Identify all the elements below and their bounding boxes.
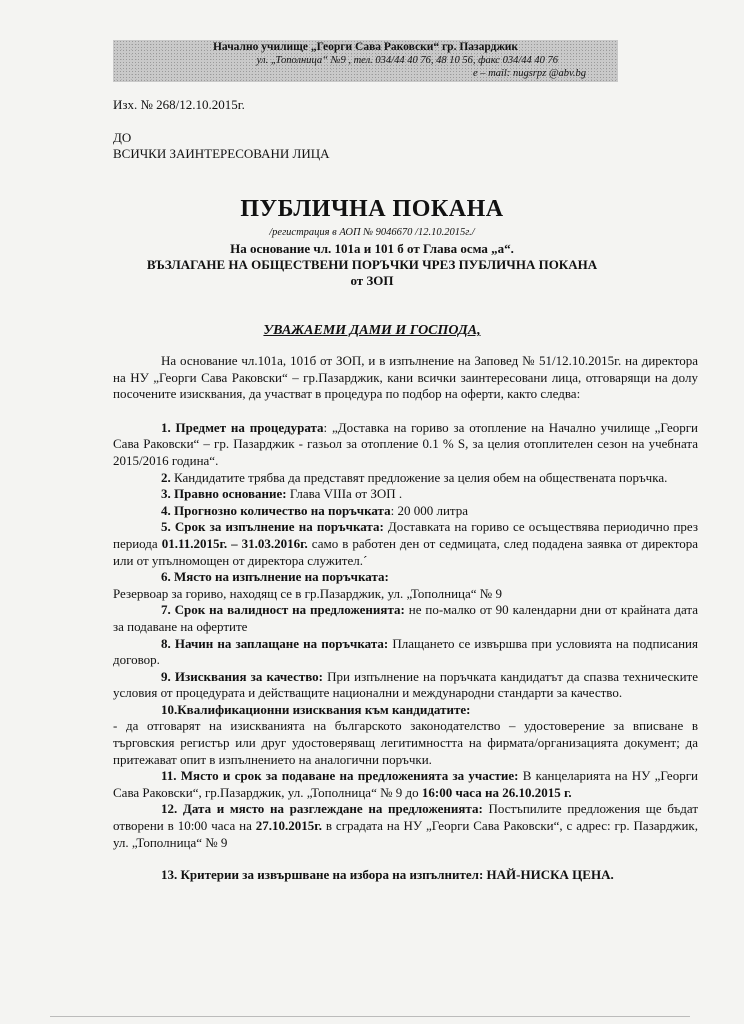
- item-12-label: 12. Дата и място на разглеждане на предложенията:: [161, 801, 483, 817]
- item-2-text: Кандидатите трябва да представят предложение за целия обем на обществената поръчка.: [170, 469, 668, 485]
- item-5: [113, 519, 698, 569]
- item-5-text-b: само в работен ден от седмицата, след подадена заявка от директора или от упълномощен от директора служител.´: [113, 535, 698, 568]
- item-13-label: 13. Критерии за извършване на избора на изпълнител: НАЙ-НИСКА ЦЕНА.: [161, 867, 614, 883]
- item-4-text: : 20 000 литра: [390, 502, 469, 518]
- school-address: ул. „Тополница“ №9 , тел. 034/44 40 76, 48 10 56, факс 034/44 40 76: [256, 55, 558, 66]
- item-12-text-b: в сградата на НУ „Георги Сава Раковски“, с адрес: гр. Пазарджик, ул. „Тополница“ № 9: [113, 818, 698, 850]
- item-11: [113, 768, 698, 801]
- item-2: [113, 470, 698, 487]
- item-6: [113, 569, 698, 586]
- item-5-text-a: Доставката на гориво се осъществява периодично през периода: [113, 519, 698, 551]
- item-3: [113, 486, 698, 503]
- item-6-label: 6. Място на изпълнение на поръчката:: [161, 569, 389, 585]
- item-11-text: В канцеларията на НУ „Георги Сава Раковски“, гр.Пазарджик, ул. „Тополница“ № 9 до: [113, 768, 698, 800]
- item-11-label: 11. Място и срок за подаване на предложенията за участие:: [161, 768, 519, 784]
- item-8-text: Плащането се извършва при условията на подписания договор.: [113, 635, 698, 668]
- item-6-text: Резервоар за гориво, находящ се в гр.Пазарджик, ул. „Тополница“ № 9: [113, 585, 502, 601]
- item-10: [113, 702, 698, 719]
- item-3-text: Глава VIIIа от ЗОП .: [286, 486, 403, 502]
- item-5-label: 5. Срок за изпълнение на поръчката:: [161, 519, 384, 535]
- item-7-label: 7. Срок на валидност на предложенията:: [161, 602, 405, 618]
- item-9-text: При изпълнение на поръчката кандидатът да спазва техническите условия от процедурата и действащите национални и международни стандарти за качество.: [113, 668, 698, 701]
- registration-note: /регистрация в АОП № 9046670 /12.10.2015г./: [269, 227, 475, 238]
- item-5-period: 01.11.2015г. – 31.03.2016г.: [161, 535, 308, 551]
- reference-number: Изх. № 268/12.10.2015г.: [113, 97, 245, 112]
- item-2-number: 2.: [161, 469, 171, 485]
- intro-paragraph: На основание чл.101а, 101б от ЗОП, и в изпълнение на Заповед № 51/12.10.2015г. на директора на НУ „Георги Сава Раковски“ – гр.Пазарджик, кани всички заинтересовани лица, отговарящи на долу посочените изисквания, да участват в процедура по подбор на оферти, както следва:: [113, 353, 698, 402]
- zop-heading: от ЗОП: [350, 273, 394, 288]
- greeting: УВАЖАЕМИ ДАМИ И ГОСПОДА,: [263, 323, 481, 338]
- item-9-label: 9. Изисквания за качество:: [161, 668, 324, 684]
- bottom-edge-line: [50, 1016, 690, 1017]
- item-7: [113, 602, 698, 635]
- legal-basis: На основание чл. 101а и 101 б от Глава осма „а“.: [230, 241, 514, 256]
- item-11-deadline: 16:00 часа на 26.10.2015 г.: [421, 784, 572, 800]
- item-12-date: 27.10.2015г.: [255, 818, 322, 834]
- letterhead: [113, 40, 618, 82]
- assignment-heading: ВЪЗЛАГАНЕ НА ОБЩЕСТВЕНИ ПОРЪЧКИ ЧРЕЗ ПУБЛИЧНА ПОКАНА: [146, 257, 598, 272]
- school-email: е – mail: nugsrpz @abv.bg: [473, 68, 586, 79]
- item-4-label: 4. Прогнозно количество на поръчката: [161, 502, 391, 518]
- item-1-text: : „Доставка на гориво за отопление на Начално училище „Георги Сава Раковски“ – гр. Пазарджик - газьол за отопление 0.1 % S, за целия отоплителен сезон на учебната 2015/2016 година“.: [113, 419, 699, 468]
- item-13: [113, 867, 698, 884]
- recipient-all: ВСИЧКИ ЗАИНТЕРЕСОВАНИ ЛИЦА: [113, 146, 330, 161]
- item-10-text: - да отговарят на изискванията на българското законодателство – удостоверение за вписване в търговския регистър или друг удостоверяващ легитимността на фирмата/организацията документ; да притежават опит в изпълнението на аналогични поръчки.: [113, 718, 698, 767]
- item-10-label: 10.Квалификационни изисквания към кандидатите:: [161, 701, 471, 717]
- school-name: Начално училище „Георги Сава Раковски“ гр. Пазарджик: [212, 41, 519, 53]
- document-body: [113, 353, 698, 884]
- recipient-to: ДО: [113, 130, 132, 145]
- item-9: [113, 669, 698, 702]
- item-12: [113, 801, 698, 851]
- item-12-text-a: Постъпилите предложения ще бъдат отворени в 10:00 часа на: [113, 801, 699, 834]
- document-title: ПУБЛИЧНА ПОКАНА: [240, 196, 504, 222]
- item-3-label: 3. Правно основание:: [161, 486, 287, 502]
- item-8-label: 8. Начин на заплащане на поръчката:: [161, 635, 389, 651]
- item-4: [113, 503, 698, 520]
- item-7-text: не по-малко от 90 календарни дни от крайната дата за подаване на офертите: [113, 602, 698, 634]
- item-8: [113, 636, 698, 669]
- item-1-label: 1. Предмет на процедурата: [161, 419, 324, 435]
- item-1: [113, 420, 698, 470]
